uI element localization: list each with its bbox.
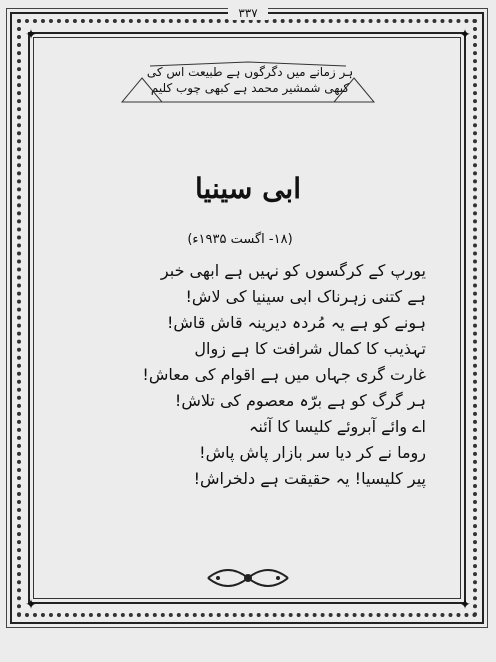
header-line-1: ہر زمانے میں دگرگوں ہے طبیعت اس کی: [146, 65, 354, 79]
bottom-ornament: [198, 558, 298, 598]
header-couplet: [130, 64, 370, 96]
verse-line-7: اے وائے آبروئے کلیسا کا آئنہ: [248, 417, 426, 436]
corner-ornament-top-right: ✦: [459, 27, 471, 43]
poem-date: (۱۸- اگست ۱۹۳۵ء): [187, 232, 293, 247]
poem-title: ابی سینیا: [195, 172, 301, 205]
verse-line-5: غارت گری جہاں میں ہے اقوام کی معاش!: [142, 365, 426, 384]
corner-ornament-bottom-left: ✦: [25, 597, 37, 613]
corner-ornament-bottom-right: ✦: [459, 597, 471, 613]
page-number: ۳۳۷: [228, 6, 268, 20]
header-line-2: کبھی شمشیر محمد ہے کبھی چوب کلیم: [150, 81, 350, 95]
verse-line-3: ہونے کو ہے یہ مُردہ دیرینہ قاش قاش!: [166, 313, 426, 332]
verse-line-6: ہر گرگ کو ہے برّہ معصوم کی تلاش!: [174, 391, 426, 410]
verse-line-4: تہذیب کا کمال شرافت کا ہے زوال: [194, 339, 426, 358]
verse-line-1: یورپ کے کرگسوں کو نہیں ہے ابھی خبر: [160, 261, 426, 280]
poem-body: [66, 258, 426, 492]
corner-ornament-top-left: ✦: [25, 27, 37, 43]
verse-line-8: روما نے کر دیا سر بازار پاش پاش!: [199, 443, 426, 462]
verse-line-2: ہے کتنی زہرناک ابی سینیا کی لاش!: [185, 287, 426, 306]
verse-line-9: پیر کلیسیا! یہ حقیقت ہے دلخراش!: [193, 469, 426, 488]
